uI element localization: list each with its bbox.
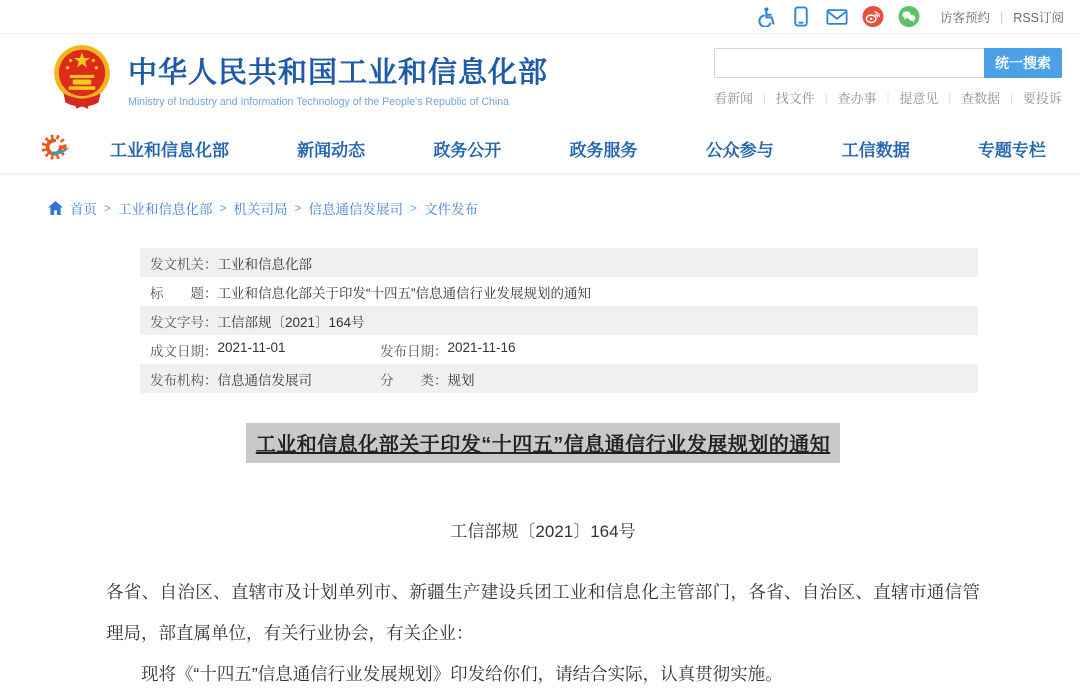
meta-label: 分 类： bbox=[380, 372, 448, 388]
document-body bbox=[106, 572, 980, 695]
weibo-icon[interactable] bbox=[862, 6, 884, 28]
meta-row-title bbox=[140, 277, 978, 306]
meta-value: 工业和信息化部 bbox=[217, 256, 312, 272]
meta-row-dates bbox=[140, 335, 978, 364]
breadcrumb-dept[interactable]: 信息通信发展司 bbox=[308, 202, 404, 217]
miit-gear-logo-icon bbox=[40, 132, 74, 166]
document-meta-table bbox=[140, 248, 978, 393]
breadcrumb-separator: > bbox=[104, 201, 112, 215]
breadcrumb-miit[interactable]: 工业和信息化部 bbox=[118, 202, 213, 217]
breadcrumb bbox=[0, 174, 1080, 218]
quick-link-separator: | bbox=[1010, 91, 1013, 104]
nav-item-special[interactable]: 专题专栏 bbox=[977, 141, 1046, 160]
site-header bbox=[0, 34, 1080, 124]
document-article bbox=[100, 423, 980, 695]
quick-link-data[interactable]: 查数据 bbox=[961, 91, 1001, 106]
body-paragraph: 现将《“十四五”信息通信行业发展规划》印发给你们，请结合实际，认真贯彻实施。 bbox=[141, 664, 783, 685]
national-emblem-logo bbox=[48, 42, 116, 114]
quick-link-files[interactable]: 找文件 bbox=[775, 91, 815, 106]
meta-row-doc-number bbox=[140, 306, 978, 335]
quick-link-separator: | bbox=[948, 91, 952, 104]
breadcrumb-publish[interactable]: 文件发布 bbox=[424, 202, 479, 217]
meta-value: 2021-11-16 bbox=[447, 339, 516, 355]
meta-value: 工信部规〔2021〕164号 bbox=[217, 314, 365, 330]
breadcrumb-home[interactable]: 首页 bbox=[70, 202, 97, 217]
breadcrumb-separator: > bbox=[294, 201, 302, 215]
nav-item-participation[interactable]: 公众参与 bbox=[705, 141, 774, 160]
top-utility-bar bbox=[0, 0, 1080, 34]
quick-link-separator: | bbox=[886, 91, 890, 104]
meta-label: 成文日期： bbox=[150, 343, 218, 359]
meta-label: 标 题： bbox=[150, 285, 218, 301]
wechat-icon[interactable] bbox=[898, 6, 920, 28]
document-title bbox=[106, 423, 980, 463]
meta-row-org-category bbox=[140, 364, 978, 393]
quick-link-feedback[interactable]: 提意见 bbox=[899, 91, 939, 106]
breadcrumb-bureaus[interactable]: 机关司局 bbox=[233, 202, 288, 217]
visitor-reservation-link[interactable]: 访客预约 bbox=[940, 10, 991, 25]
quick-link-news[interactable]: 看新闻 bbox=[714, 91, 754, 106]
body-paragraph: 各省、自治区、直辖市及计划单列市、新疆生产建设兵团工业和信息化主管部门，各省、自治区、直辖市通信管理局，部直属单位，有关行业协会，有关企业： bbox=[106, 582, 980, 644]
site-title: 中华人民共和国工业和信息化部 bbox=[128, 57, 549, 89]
meta-value: 工业和信息化部关于印发“十四五”信息通信行业发展规划的通知 bbox=[217, 285, 591, 301]
breadcrumb-separator: > bbox=[219, 201, 227, 215]
meta-label: 发布机构： bbox=[150, 372, 218, 388]
meta-value: 信息通信发展司 bbox=[217, 372, 312, 388]
site-title-english: Ministry of Industry and Information Technology of the People's Republic of China bbox=[128, 96, 510, 108]
meta-label: 发布日期： bbox=[380, 343, 448, 359]
topbar-separator: | bbox=[1000, 9, 1004, 24]
home-icon[interactable] bbox=[48, 201, 63, 215]
document-number: 工信部规〔2021〕164号 bbox=[450, 522, 636, 541]
rss-subscribe-link[interactable]: RSS订阅 bbox=[1013, 10, 1064, 25]
quick-links bbox=[714, 88, 1062, 107]
nav-item-gov-affairs[interactable]: 政务公开 bbox=[433, 141, 502, 160]
quick-link-separator: | bbox=[824, 91, 828, 104]
quick-link-complaint[interactable]: 要投诉 bbox=[1022, 91, 1062, 106]
meta-value: 规划 bbox=[447, 372, 475, 388]
search-input[interactable] bbox=[714, 48, 984, 78]
meta-row-issuing-org bbox=[140, 248, 978, 277]
unified-search-button[interactable]: 统一搜索 bbox=[984, 48, 1062, 78]
search-zone bbox=[714, 42, 1062, 114]
mobile-icon[interactable] bbox=[790, 6, 812, 28]
quick-link-services[interactable]: 查办事 bbox=[837, 91, 877, 106]
meta-label: 发文机关： bbox=[150, 256, 218, 272]
breadcrumb-separator: > bbox=[410, 201, 418, 215]
nav-item-miit[interactable]: 工业和信息化部 bbox=[110, 141, 229, 160]
site-brand[interactable] bbox=[48, 42, 548, 114]
meta-value: 2021-11-01 bbox=[217, 339, 286, 355]
nav-item-data[interactable]: 工信数据 bbox=[841, 141, 910, 160]
quick-link-separator: | bbox=[762, 91, 766, 104]
document-title-selected-text: 工业和信息化部关于印发“十四五”信息通信行业发展规划的通知 bbox=[246, 423, 841, 463]
mail-icon[interactable] bbox=[826, 6, 848, 28]
nav-item-gov-services[interactable]: 政务服务 bbox=[569, 141, 638, 160]
accessibility-icon[interactable] bbox=[754, 6, 776, 28]
nav-item-news[interactable]: 新闻动态 bbox=[297, 141, 366, 160]
meta-label: 发文字号： bbox=[150, 314, 218, 330]
main-navbar bbox=[0, 124, 1080, 174]
